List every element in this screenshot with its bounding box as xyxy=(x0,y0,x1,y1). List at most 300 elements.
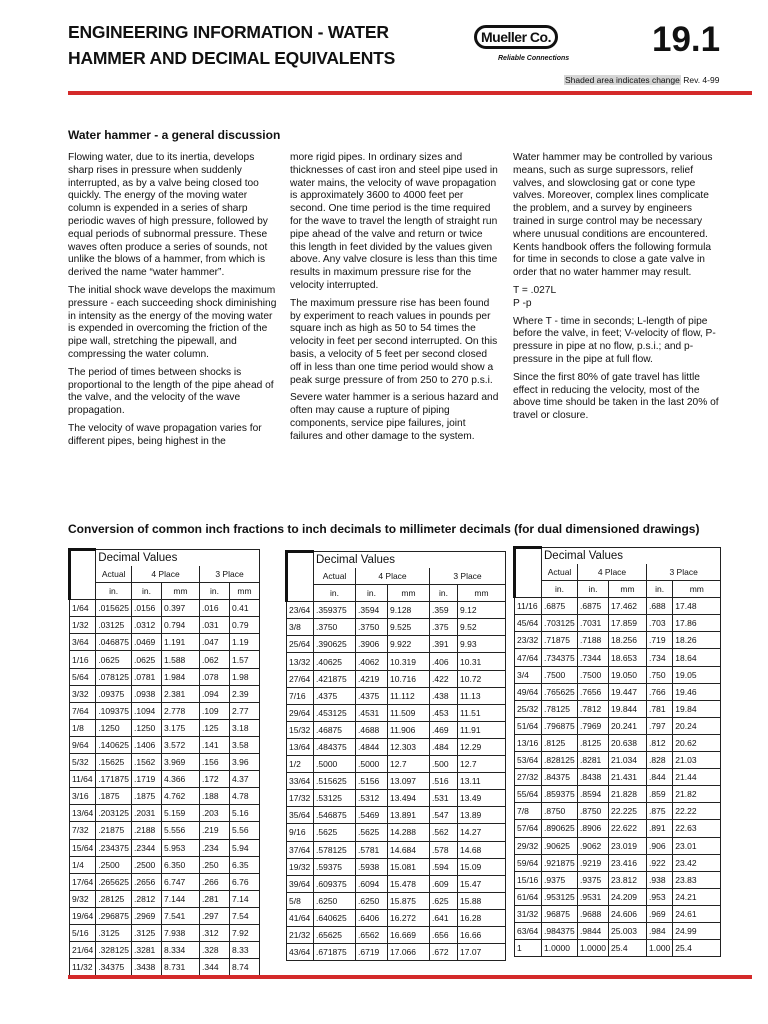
four-place-header: 4 Place xyxy=(356,568,430,585)
actual-header: Actual xyxy=(96,566,132,583)
value-cell: .844 xyxy=(647,769,673,786)
fraction-cell: 19/64 xyxy=(70,907,96,924)
value-cell: .3594 xyxy=(356,602,388,619)
page-title xyxy=(68,19,395,71)
table-row xyxy=(70,822,260,839)
value-cell: .703125 xyxy=(542,615,578,632)
value-cell: 7.14 xyxy=(230,890,260,907)
table-row xyxy=(287,875,506,892)
paragraph: The velocity of wave propagation varies for different pipes, being highest in the xyxy=(68,422,262,447)
bottom-red-rule xyxy=(68,975,752,979)
table-row xyxy=(70,907,260,924)
value-cell: .297 xyxy=(200,907,230,924)
value-cell: .7500 xyxy=(578,666,609,683)
fraction-cell: 25/32 xyxy=(515,700,542,717)
unit-header: in. xyxy=(132,583,162,600)
value-cell: 6.747 xyxy=(162,873,200,890)
fraction-cell: 5/64 xyxy=(70,668,96,685)
value-cell: 7.541 xyxy=(162,907,200,924)
fraction-cell: 63/64 xyxy=(515,922,542,939)
table-row xyxy=(70,651,260,668)
value-cell: .9375 xyxy=(542,871,578,888)
table-row xyxy=(515,905,721,922)
value-cell: 9.52 xyxy=(458,619,506,636)
value-cell: .2969 xyxy=(132,907,162,924)
value-cell: .359375 xyxy=(314,602,356,619)
decimal-values-header: Decimal Values xyxy=(314,552,506,569)
value-cell: 11.906 xyxy=(388,721,430,738)
value-cell: .734 xyxy=(647,649,673,666)
value-cell: .156 xyxy=(200,754,230,771)
value-cell: .266 xyxy=(200,873,230,890)
value-cell: 1.588 xyxy=(162,651,200,668)
value-cell: .8750 xyxy=(542,803,578,820)
value-cell: 2.39 xyxy=(230,685,260,702)
value-cell: 0.41 xyxy=(230,600,260,617)
fraction-cell: 1/4 xyxy=(70,856,96,873)
fraction-cell: 5/8 xyxy=(287,892,314,909)
unit-header: in. xyxy=(96,583,132,600)
unit-header: mm xyxy=(609,581,647,598)
value-cell: .6875 xyxy=(578,598,609,615)
table-row xyxy=(287,653,506,670)
value-cell: 3.96 xyxy=(230,754,260,771)
value-cell: 23.01 xyxy=(673,837,721,854)
unit-header: mm xyxy=(673,581,721,598)
value-cell: 25.4 xyxy=(673,940,721,957)
value-cell: 5.56 xyxy=(230,822,260,839)
value-cell: .03125 xyxy=(96,617,132,634)
table-row xyxy=(287,721,506,738)
value-cell: .641 xyxy=(430,909,458,926)
value-cell: .625 xyxy=(430,892,458,909)
value-cell: 3.969 xyxy=(162,754,200,771)
value-cell: 9.525 xyxy=(388,619,430,636)
value-cell: 10.716 xyxy=(388,670,430,687)
value-cell: .3281 xyxy=(132,942,162,959)
value-cell: .609 xyxy=(430,875,458,892)
fraction-cell: 43/64 xyxy=(287,944,314,961)
fraction-cell: 39/64 xyxy=(287,875,314,892)
fraction-cell: 3/4 xyxy=(515,666,542,683)
table-row xyxy=(287,944,506,961)
value-cell: .1875 xyxy=(132,788,162,805)
fraction-cell: 21/32 xyxy=(287,926,314,943)
value-cell: 1.984 xyxy=(162,668,200,685)
value-cell: .8438 xyxy=(578,769,609,786)
value-cell: 17.07 xyxy=(458,944,506,961)
value-cell: .5156 xyxy=(356,773,388,790)
value-cell: 7.54 xyxy=(230,907,260,924)
value-cell: 22.63 xyxy=(673,820,721,837)
paragraph: Where T - time in seconds; L-length of pipe before the valve, in feet; V-velocity of flow, P-pressure in pipe at no flow, p.s.i.; and p-pressure in the pipe at full flow. xyxy=(513,315,716,365)
value-cell: 23.812 xyxy=(609,871,647,888)
value-cell: 1.0000 xyxy=(542,940,578,957)
decimal-values-header: Decimal Values xyxy=(542,548,721,565)
table-row xyxy=(287,619,506,636)
value-cell: 3.175 xyxy=(162,719,200,736)
value-cell: 8.334 xyxy=(162,942,200,959)
value-cell: 6.35 xyxy=(230,856,260,873)
fraction-cell: 23/64 xyxy=(287,602,314,619)
value-cell: 17.48 xyxy=(673,598,721,615)
fraction-cell: 13/32 xyxy=(287,653,314,670)
table-row xyxy=(515,837,721,854)
value-cell: .3125 xyxy=(96,924,132,941)
value-cell: .469 xyxy=(430,721,458,738)
conversion-table-2 xyxy=(285,550,506,961)
table-row xyxy=(70,856,260,873)
table-row xyxy=(70,839,260,856)
table-row xyxy=(515,854,721,871)
formula-line: P -p xyxy=(513,297,532,309)
table-row xyxy=(287,602,506,619)
table-row xyxy=(287,892,506,909)
paragraph: The period of times between shocks is proportional to the length of the pipe ahead of the valve, and the velocity of the wave propagation. xyxy=(68,366,274,417)
value-cell: .140625 xyxy=(96,736,132,753)
value-cell: 9.128 xyxy=(388,602,430,619)
blank-corner-cell xyxy=(287,552,314,602)
value-cell: 11.509 xyxy=(388,704,430,721)
value-cell: 15.09 xyxy=(458,858,506,875)
logo-text: Mueller Co. xyxy=(481,29,551,45)
value-cell: 12.303 xyxy=(388,738,430,755)
shade-note: Shaded area indicates change xyxy=(565,75,680,85)
table-row xyxy=(70,600,260,617)
unit-header: in. xyxy=(578,581,609,598)
value-cell: 16.66 xyxy=(458,926,506,943)
three-place-header: 3 Place xyxy=(430,568,506,585)
value-cell: .8906 xyxy=(578,820,609,837)
table-row xyxy=(70,942,260,959)
fraction-cell: 11/64 xyxy=(70,771,96,788)
title-line-1: ENGINEERING INFORMATION - WATER xyxy=(68,22,389,42)
mueller-logo xyxy=(474,25,558,49)
value-cell: 6.350 xyxy=(162,856,200,873)
conversion-table-3 xyxy=(513,546,721,957)
fraction-cell: 7/16 xyxy=(287,687,314,704)
value-cell: 24.209 xyxy=(609,888,647,905)
value-cell: .8125 xyxy=(542,734,578,751)
value-cell: 21.82 xyxy=(673,786,721,803)
value-cell: .6250 xyxy=(356,892,388,909)
value-cell: .4375 xyxy=(314,687,356,704)
fraction-cell: 1/8 xyxy=(70,719,96,736)
value-cell: 16.669 xyxy=(388,926,430,943)
value-cell: .531 xyxy=(430,790,458,807)
text-column-2 xyxy=(290,152,500,449)
value-cell: 23.416 xyxy=(609,854,647,871)
value-cell: .062 xyxy=(200,651,230,668)
fraction-cell: 23/32 xyxy=(515,632,542,649)
fraction-cell: 37/64 xyxy=(287,841,314,858)
value-cell: 12.7 xyxy=(388,756,430,773)
value-cell: .453125 xyxy=(314,704,356,721)
value-cell: .484 xyxy=(430,738,458,755)
fraction-cell: 27/32 xyxy=(515,769,542,786)
value-cell: .609375 xyxy=(314,875,356,892)
fraction-cell: 27/64 xyxy=(287,670,314,687)
value-cell: 19.050 xyxy=(609,666,647,683)
value-cell: 18.64 xyxy=(673,649,721,666)
value-cell: 4.762 xyxy=(162,788,200,805)
value-cell: 3.18 xyxy=(230,719,260,736)
table-row xyxy=(515,940,721,957)
value-cell: .656 xyxy=(430,926,458,943)
value-cell: .796875 xyxy=(542,717,578,734)
table-row xyxy=(287,858,506,875)
text-column-1 xyxy=(68,152,278,454)
value-cell: .6875 xyxy=(542,598,578,615)
value-cell: .1875 xyxy=(96,788,132,805)
value-cell: .0469 xyxy=(132,634,162,651)
value-cell: .938 xyxy=(647,871,673,888)
value-cell: .9688 xyxy=(578,905,609,922)
formula-line: T = .027L xyxy=(513,284,557,296)
value-cell: .875 xyxy=(647,803,673,820)
table-row xyxy=(287,790,506,807)
value-cell: 21.44 xyxy=(673,769,721,786)
value-cell: 7.144 xyxy=(162,890,200,907)
value-cell: .7188 xyxy=(578,632,609,649)
value-cell: .016 xyxy=(200,600,230,617)
value-cell: .281 xyxy=(200,890,230,907)
value-cell: 2.778 xyxy=(162,702,200,719)
value-cell: 5.953 xyxy=(162,839,200,856)
value-cell: .671875 xyxy=(314,944,356,961)
table-row xyxy=(287,773,506,790)
value-cell: .2812 xyxy=(132,890,162,907)
value-cell: 10.72 xyxy=(458,670,506,687)
value-cell: .7500 xyxy=(542,666,578,683)
value-cell: .765625 xyxy=(542,683,578,700)
fraction-cell: 7/64 xyxy=(70,702,96,719)
table-row xyxy=(70,959,260,976)
value-cell: .890625 xyxy=(542,820,578,837)
value-cell: .15625 xyxy=(96,754,132,771)
value-cell: .234375 xyxy=(96,839,132,856)
value-cell: 17.066 xyxy=(388,944,430,961)
table-row xyxy=(287,807,506,824)
value-cell: .188 xyxy=(200,788,230,805)
value-cell: .171875 xyxy=(96,771,132,788)
value-cell: 21.828 xyxy=(609,786,647,803)
value-cell: 9.93 xyxy=(458,636,506,653)
fraction-cell: 11/16 xyxy=(515,598,542,615)
fraction-cell: 11/32 xyxy=(70,959,96,976)
value-cell: .3125 xyxy=(132,924,162,941)
table-row xyxy=(70,771,260,788)
value-cell: 14.68 xyxy=(458,841,506,858)
value-cell: .078125 xyxy=(96,668,132,685)
value-cell: 9.922 xyxy=(388,636,430,653)
value-cell: .546875 xyxy=(314,807,356,824)
table-row xyxy=(70,788,260,805)
value-cell: .21875 xyxy=(96,822,132,839)
value-cell: 11.51 xyxy=(458,704,506,721)
value-cell: .094 xyxy=(200,685,230,702)
table-row xyxy=(70,634,260,651)
value-cell: 19.844 xyxy=(609,700,647,717)
unit-header: mm xyxy=(162,583,200,600)
value-cell: 13.097 xyxy=(388,773,430,790)
text-column-3 xyxy=(513,152,723,428)
value-cell: 13.11 xyxy=(458,773,506,790)
value-cell: 24.61 xyxy=(673,905,721,922)
value-cell: .7344 xyxy=(578,649,609,666)
paragraph: Water hammer may be controlled by various means, such as surge supressors, relief valves, and slowclosing gat or cone type valves. Moreover, complex lines complicate the problem, and a survey by engineers trained in surge control may be necessary where unusual conditions are encountered. Kents handbook offers the following formula for time in seconds to close a gate valve in order that no water hammer may result. xyxy=(513,152,713,279)
fraction-cell: 1/16 xyxy=(70,651,96,668)
three-place-header: 3 Place xyxy=(200,566,260,583)
value-cell: 25.003 xyxy=(609,922,647,939)
value-cell: 22.225 xyxy=(609,803,647,820)
value-cell: .5000 xyxy=(356,756,388,773)
value-cell: .515625 xyxy=(314,773,356,790)
value-cell: 17.86 xyxy=(673,615,721,632)
unit-header: in. xyxy=(430,585,458,602)
value-cell: 3.572 xyxy=(162,736,200,753)
value-cell: .3750 xyxy=(314,619,356,636)
value-cell: 3.58 xyxy=(230,736,260,753)
value-cell: 16.272 xyxy=(388,909,430,926)
title-line-2: HAMMER AND DECIMAL EQUIVALENTS xyxy=(68,48,396,68)
value-cell: 7.938 xyxy=(162,924,200,941)
conversion-heading: Conversion of common inch fractions to inch decimals to millimeter decimals (for dual dimensioned drawings) xyxy=(68,522,700,536)
value-cell: .109375 xyxy=(96,702,132,719)
value-cell: .1250 xyxy=(132,719,162,736)
value-cell: .2188 xyxy=(132,822,162,839)
value-cell: 19.84 xyxy=(673,700,721,717)
table-row xyxy=(287,824,506,841)
revision: Rev. 4-99 xyxy=(683,75,720,85)
value-cell: 1.191 xyxy=(162,634,200,651)
fraction-cell: 15/64 xyxy=(70,839,96,856)
value-cell: .984 xyxy=(647,922,673,939)
table-row xyxy=(70,685,260,702)
value-cell: .859 xyxy=(647,786,673,803)
value-cell: .8750 xyxy=(578,803,609,820)
value-cell: .0938 xyxy=(132,685,162,702)
table-row xyxy=(515,683,721,700)
table-row xyxy=(70,617,260,634)
table-row xyxy=(515,734,721,751)
value-cell: 13.49 xyxy=(458,790,506,807)
table-row xyxy=(515,649,721,666)
value-cell: .5781 xyxy=(356,841,388,858)
value-cell: .328 xyxy=(200,942,230,959)
value-cell: .688 xyxy=(647,598,673,615)
value-cell: 21.03 xyxy=(673,752,721,769)
fraction-cell: 13/16 xyxy=(515,734,542,751)
table-row xyxy=(287,636,506,653)
fraction-cell: 9/64 xyxy=(70,736,96,753)
value-cell: .438 xyxy=(430,687,458,704)
value-cell: 19.447 xyxy=(609,683,647,700)
value-cell: .891 xyxy=(647,820,673,837)
value-cell: .0312 xyxy=(132,617,162,634)
value-cell: .859375 xyxy=(542,786,578,803)
value-cell: .90625 xyxy=(542,837,578,854)
value-cell: .4531 xyxy=(356,704,388,721)
table-row xyxy=(287,687,506,704)
value-cell: 16.28 xyxy=(458,909,506,926)
value-cell: 11.91 xyxy=(458,721,506,738)
fraction-cell: 3/64 xyxy=(70,634,96,651)
fraction-cell: 59/64 xyxy=(515,854,542,871)
fraction-cell: 31/32 xyxy=(515,905,542,922)
unit-header: mm xyxy=(458,585,506,602)
fraction-cell: 61/64 xyxy=(515,888,542,905)
table-row xyxy=(515,752,721,769)
value-cell: .031 xyxy=(200,617,230,634)
value-cell: 20.638 xyxy=(609,734,647,751)
actual-header: Actual xyxy=(314,568,356,585)
table-row xyxy=(70,736,260,753)
paragraph: Severe water hammer is a serious hazard and often may cause a rupture of piping components, service pipe failures, joint failures and other damage to the system. xyxy=(290,392,499,442)
value-cell: .3750 xyxy=(356,619,388,636)
table-row xyxy=(287,670,506,687)
value-cell: .219 xyxy=(200,822,230,839)
fraction-cell: 13/64 xyxy=(287,738,314,755)
fraction-cell: 55/64 xyxy=(515,786,542,803)
value-cell: .922 xyxy=(647,854,673,871)
fraction-cell: 45/64 xyxy=(515,615,542,632)
unit-header: mm xyxy=(230,583,260,600)
value-cell: .5625 xyxy=(314,824,356,841)
value-cell: 25.4 xyxy=(609,940,647,957)
table-row xyxy=(515,632,721,649)
value-cell: .797 xyxy=(647,717,673,734)
value-cell: .5625 xyxy=(356,824,388,841)
value-cell: 12.7 xyxy=(458,756,506,773)
value-cell: .4062 xyxy=(356,653,388,670)
value-cell: 5.16 xyxy=(230,805,260,822)
value-cell: .921875 xyxy=(542,854,578,871)
value-cell: 19.05 xyxy=(673,666,721,683)
value-cell: .547 xyxy=(430,807,458,824)
water-hammer-heading: Water hammer - a general discussion xyxy=(68,128,281,142)
value-cell: 8.33 xyxy=(230,942,260,959)
fraction-cell: 1/64 xyxy=(70,600,96,617)
value-cell: 13.494 xyxy=(388,790,430,807)
value-cell: 15.478 xyxy=(388,875,430,892)
top-red-rule xyxy=(68,91,752,95)
value-cell: .781 xyxy=(647,700,673,717)
value-cell: .0625 xyxy=(132,651,162,668)
fraction-cell: 7/8 xyxy=(515,803,542,820)
value-cell: .359 xyxy=(430,602,458,619)
value-cell: .312 xyxy=(200,924,230,941)
value-cell: 15.88 xyxy=(458,892,506,909)
value-cell: .484375 xyxy=(314,738,356,755)
value-cell: .1719 xyxy=(132,771,162,788)
value-cell: 1.000 xyxy=(647,940,673,957)
actual-header: Actual xyxy=(542,564,578,581)
table-row xyxy=(70,668,260,685)
value-cell: .734375 xyxy=(542,649,578,666)
value-cell: .65625 xyxy=(314,926,356,943)
value-cell: .328125 xyxy=(96,942,132,959)
fraction-cell: 35/64 xyxy=(287,807,314,824)
value-cell: 5.94 xyxy=(230,839,260,856)
value-cell: .953 xyxy=(647,888,673,905)
value-cell: 14.684 xyxy=(388,841,430,858)
fraction-cell: 25/64 xyxy=(287,636,314,653)
value-cell: 8.731 xyxy=(162,959,200,976)
unit-header: mm xyxy=(388,585,430,602)
value-cell: .09375 xyxy=(96,685,132,702)
fraction-cell: 17/32 xyxy=(287,790,314,807)
